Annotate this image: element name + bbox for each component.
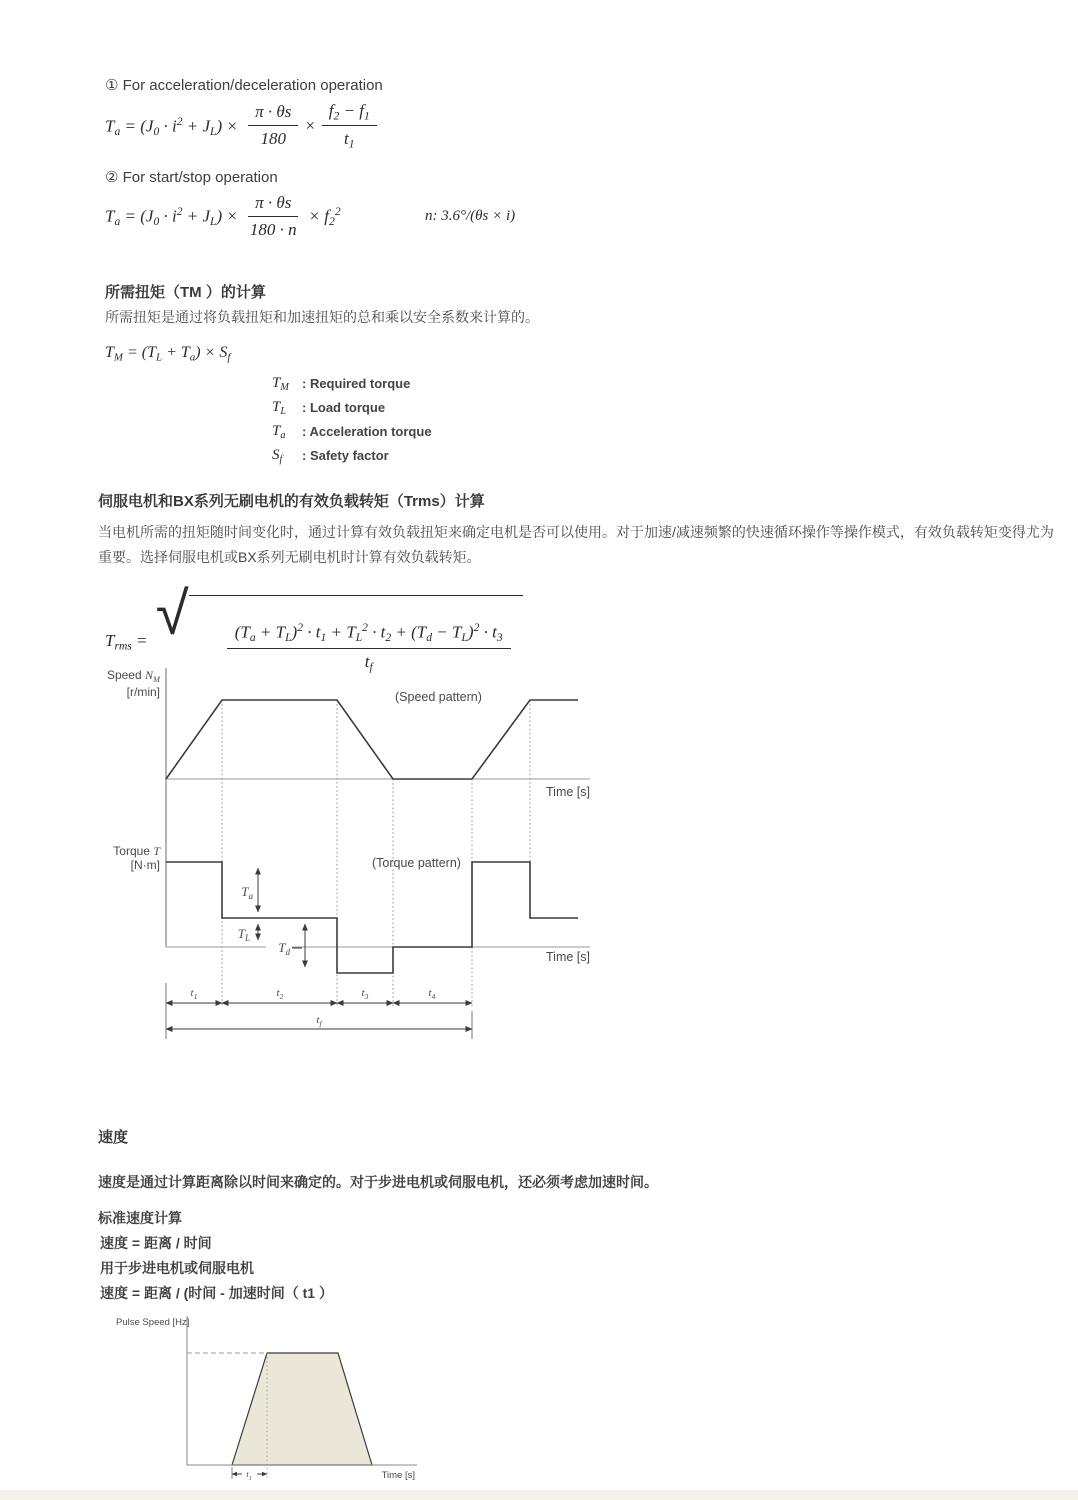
tf-interval-label: $t_f$ — [316, 1014, 322, 1028]
formula1-fraction2 — [322, 100, 377, 152]
t3-interval-label: $t_3$ — [361, 987, 369, 1001]
formula2-frac-num: π · θs — [248, 192, 298, 217]
speed-pattern-line — [166, 700, 578, 779]
formula2-tail: × $f_2^2$ — [304, 205, 341, 228]
speed-caption: (Speed pattern) — [395, 690, 482, 704]
required-torque-heading: 所需扭矩（TM ）的计算 — [105, 284, 266, 301]
torque-time-label: Time [s] — [546, 950, 590, 964]
next-section-strip — [0, 1490, 1078, 1500]
t4-interval-label: $t_4$ — [428, 987, 436, 1001]
legend-desc-ta: : Acceleration torque — [302, 424, 432, 440]
t1-interval-label: $t_1$ — [190, 987, 198, 1001]
formula4-lhs: $T_{rms}$ = — [105, 631, 152, 653]
formula2-fraction — [248, 192, 298, 241]
formula1-lhs: $T_a = (J_0 \cdot i^2 + J_L)$ × — [105, 114, 243, 138]
legend-desc-sf: : Safety factor — [302, 448, 389, 464]
pulse-y-label: Pulse Speed [Hz] — [116, 1317, 190, 1328]
item2-title: ② For start/stop operation — [105, 169, 278, 186]
speed-formula-line1: 速度 = 距离 / 时间 — [100, 1235, 212, 1251]
formula1-times: × — [304, 115, 316, 135]
formula1-fraction1 — [248, 101, 298, 150]
formula1-frac1-den: 180 — [260, 129, 286, 149]
tl-label: $T_L$ — [237, 926, 250, 943]
torque-axis-unit: [N·m] — [130, 858, 160, 872]
formula-startstop — [105, 192, 341, 241]
torque-pattern-line — [166, 862, 578, 973]
formula-acceleration — [105, 100, 383, 152]
legend-sym-sf: $S_f$ — [272, 447, 283, 466]
torque-axis-label: Torque T — [113, 844, 160, 858]
legend-sym-ta: $T_a$ — [272, 423, 286, 442]
trms-heading: 伺服电机和BX系列无刷电机的有效负载转矩（Trms）计算 — [98, 493, 485, 510]
speed-heading: 速度 — [98, 1129, 129, 1146]
speed-torque-diagram — [100, 665, 600, 1050]
torque-legend — [272, 374, 432, 469]
speed-time-label: Time [s] — [546, 785, 590, 799]
item1-title: ① For acceleration/deceleration operation — [105, 77, 383, 94]
torque-caption: (Torque pattern) — [372, 856, 461, 870]
speed-formula-line2: 用于步进电机或伺服电机 — [100, 1260, 254, 1276]
formula1-frac2-den: $t_1$ — [344, 129, 355, 151]
legend-sym-tl: $T_L$ — [272, 399, 287, 418]
pulse-trapezoid — [232, 1353, 372, 1465]
formula-required-torque — [105, 344, 230, 363]
ta-label: $T_a$ — [241, 884, 253, 901]
formula2-frac-den: 180 · n — [249, 220, 297, 240]
speed-axis-unit: [r/min] — [126, 685, 160, 699]
speed-axis-label: Speed $N_M$ — [106, 668, 160, 684]
dotted-guides — [222, 700, 530, 1007]
formula2-lhs: $T_a = (J_0 \cdot i^2 + J_L)$ × — [105, 205, 243, 228]
speed-torque-svg — [100, 665, 600, 1045]
legend-desc-tm: : Required torque — [302, 376, 411, 391]
required-torque-body: 所需扭矩是通过将负载扭矩和加速扭矩的总和乘以安全系数来计算的。 — [105, 309, 539, 325]
formula2-note: n: 3.6°/(θs × i) — [425, 208, 516, 224]
formula4-num: $(T_a + T_L)^2 \cdot t_1 + T_L^2 \cdot t_2 + (T_d - T_L)^2 \cdot t_3$ — [227, 620, 511, 649]
formula3-tokens: $T_M = (T_L + T_a) \times S_f$ — [105, 344, 231, 364]
speed-formula-line3: 速度 = 距离 / (时间 - 加速时间（ t1 ） — [100, 1285, 333, 1301]
formula1-frac1-num: π · θs — [248, 101, 298, 126]
trms-body: 当电机所需的扭矩随时间变化时，通过计算有效负载扭矩来确定电机是否可以使用。对于加速/减速频繁的快速循环操作等操作模式，有效负载转矩变得尤为重要。选择伺服电机或BX系列无刷电机时计算有效负载转矩。 — [98, 524, 1054, 565]
legend-sym-tm: $T_M$ — [272, 375, 289, 394]
pulse-speed-chart — [110, 1312, 430, 1493]
formula1-frac2-num: $f_2 - f_1$ — [322, 100, 377, 126]
speed-body: 速度是通过计算距离除以时间来确定的。对于步进电机或伺服电机，还必须考虑加速时间。 — [98, 1174, 658, 1190]
formula4-den: $t_f$ — [364, 651, 373, 674]
radical-sign: √ — [155, 579, 189, 649]
t2-interval-label: $t_2$ — [276, 987, 284, 1001]
td-label: $T_d$ — [278, 940, 290, 957]
pulse-speed-svg — [110, 1312, 430, 1488]
pulse-time-label: Time [s] — [381, 1470, 415, 1481]
legend-desc-tl: : Load torque — [302, 400, 386, 416]
pulse-t1-label: $t_1$ — [246, 1469, 252, 1482]
speed-subheading: 标准速度计算 — [98, 1210, 182, 1226]
